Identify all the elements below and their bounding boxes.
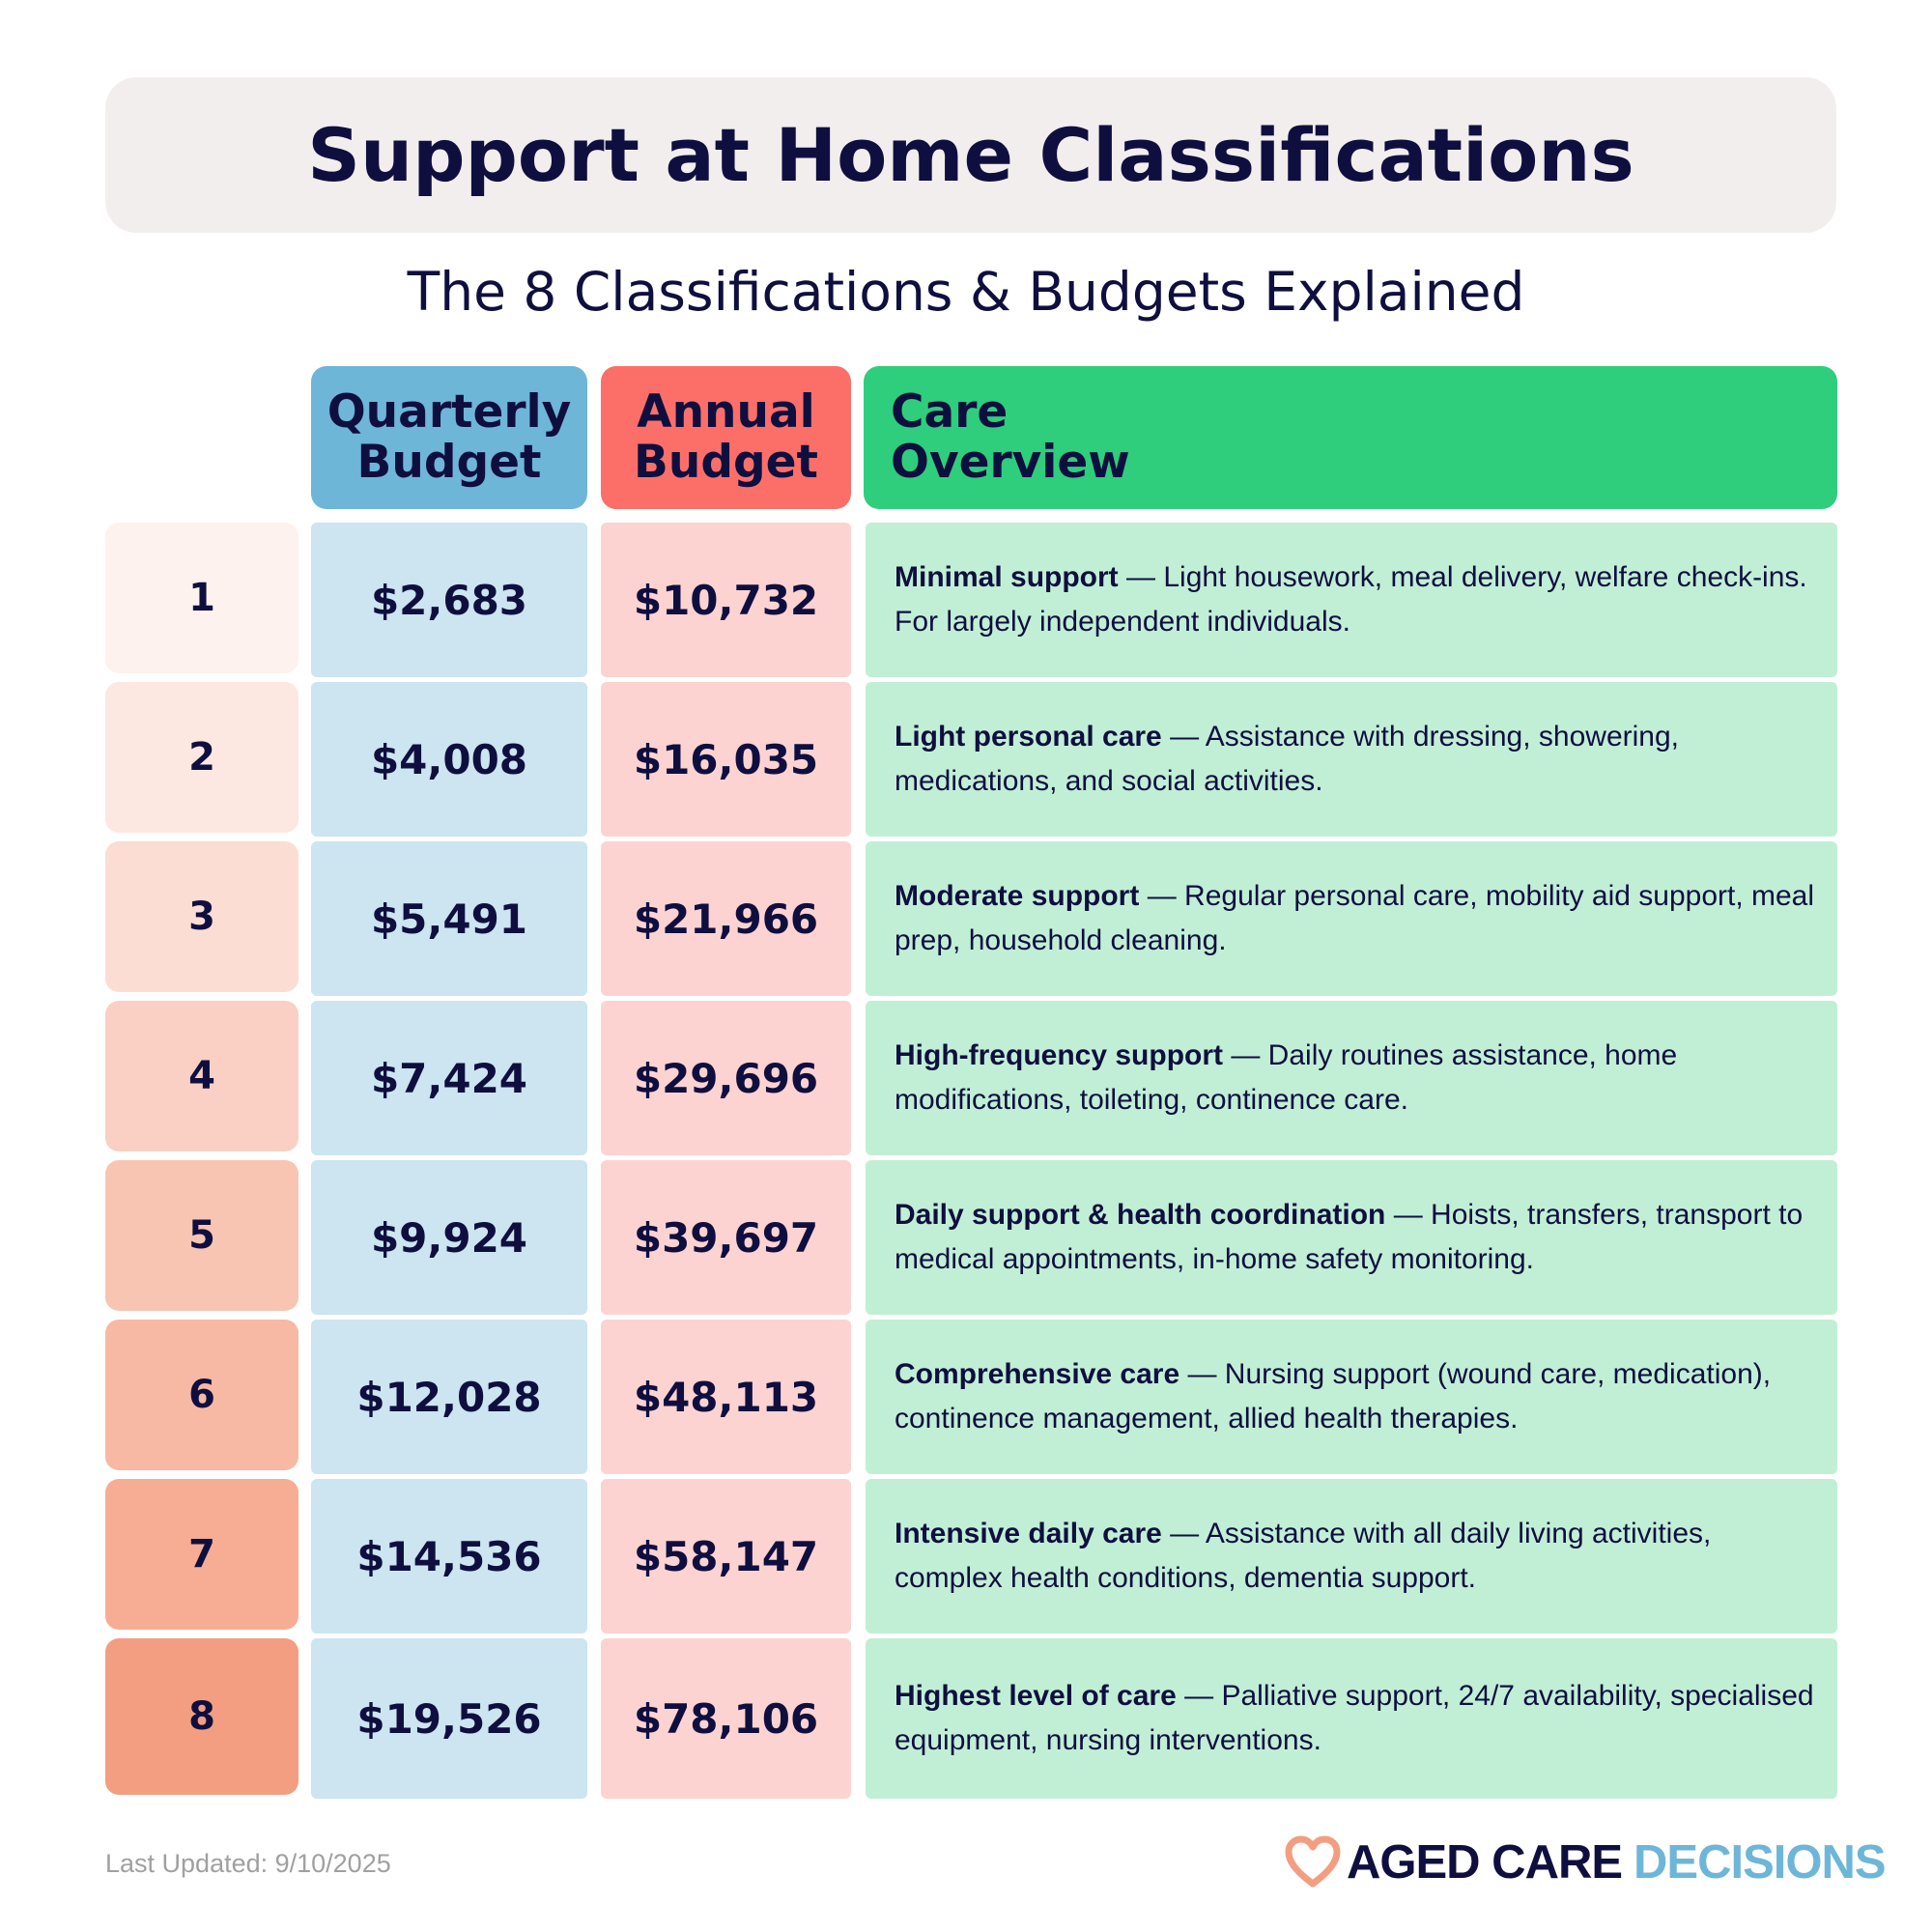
care-overview-description: — Daily routines assistance, home modifications, toileting, continence care. bbox=[895, 1039, 1678, 1116]
care-overview-text bbox=[895, 1193, 1820, 1282]
quarterly-budget-cell: $7,424 bbox=[311, 1001, 587, 1155]
brand-logo bbox=[1285, 1833, 1886, 1891]
care-overview-description: — Hoists, transfers, transport to medical appointments, in-home safety monitoring. bbox=[895, 1199, 1804, 1275]
care-overview-heading: Minimal support bbox=[895, 561, 1119, 593]
quarterly-budget-cell: $5,491 bbox=[311, 841, 587, 996]
level-cell: 2 bbox=[105, 682, 298, 833]
annual-header-line-2: Budget bbox=[634, 436, 818, 489]
level-cell: 4 bbox=[105, 1001, 298, 1151]
care-overview-text bbox=[895, 715, 1820, 804]
quarterly-header-line-2: Budget bbox=[356, 436, 542, 489]
annual-budget-cell: $21,966 bbox=[601, 841, 851, 996]
care-overview-description: — Nursing support (wound care, medication), continence management, allied health therapies. bbox=[895, 1358, 1772, 1435]
care-overview-cell bbox=[866, 1320, 1837, 1474]
annual-header-line-1: Annual bbox=[637, 385, 815, 439]
annual-budget-cell: $48,113 bbox=[601, 1320, 851, 1474]
title-banner bbox=[105, 77, 1836, 233]
care-overview-heading: Highest level of care bbox=[895, 1680, 1177, 1712]
annual-budget-cell: $29,696 bbox=[601, 1001, 851, 1155]
annual-budget-cell: $39,697 bbox=[601, 1160, 851, 1315]
care-overview-cell bbox=[866, 1638, 1837, 1799]
heart-icon bbox=[1285, 1835, 1341, 1889]
quarterly-budget-cell: $9,924 bbox=[311, 1160, 587, 1315]
care-header-line-1: Care bbox=[891, 385, 1009, 439]
care-overview-heading: Intensive daily care bbox=[895, 1518, 1162, 1549]
care-overview-text bbox=[895, 1674, 1820, 1763]
care-overview-cell bbox=[866, 1001, 1837, 1155]
annual-budget-cell: $10,732 bbox=[601, 523, 851, 677]
annual-budget-cell: $58,147 bbox=[601, 1479, 851, 1634]
care-header-line-2: Overview bbox=[891, 436, 1130, 489]
annual-budget-header bbox=[601, 366, 851, 509]
care-overview-text bbox=[895, 555, 1820, 644]
care-overview-text bbox=[895, 1512, 1820, 1601]
level-cell: 8 bbox=[105, 1638, 298, 1795]
level-cell: 6 bbox=[105, 1320, 298, 1470]
annual-budget-cell: $78,106 bbox=[601, 1638, 851, 1799]
level-cell: 3 bbox=[105, 841, 298, 992]
care-overview-description: — Assistance with all daily living activities, complex health conditions, dementia support. bbox=[895, 1518, 1712, 1594]
care-overview-description: — Assistance with dressing, showering, medications, and social activities. bbox=[895, 721, 1679, 797]
logo-word-aged-care: AGED CARE bbox=[1347, 1836, 1623, 1889]
logo-word-decisions: DECISIONS bbox=[1634, 1836, 1886, 1889]
quarterly-budget-cell: $2,683 bbox=[311, 523, 587, 677]
care-overview-text bbox=[895, 1034, 1820, 1122]
care-overview-description: — Regular personal care, mobility aid support, meal prep, household cleaning. bbox=[895, 880, 1815, 956]
level-cell: 5 bbox=[105, 1160, 298, 1311]
care-overview-text bbox=[895, 1352, 1820, 1441]
quarterly-budget-cell: $4,008 bbox=[311, 682, 587, 837]
care-overview-heading: Light personal care bbox=[895, 721, 1162, 753]
care-overview-text bbox=[895, 874, 1820, 963]
quarterly-budget-cell: $12,028 bbox=[311, 1320, 587, 1474]
care-overview-cell bbox=[866, 523, 1837, 677]
last-updated: Last Updated: 9/10/2025 bbox=[105, 1849, 391, 1878]
care-overview-heading: Daily support & health coordination bbox=[895, 1199, 1386, 1231]
page-title: Support at Home Classifications bbox=[307, 112, 1634, 198]
care-overview-cell bbox=[866, 682, 1837, 837]
quarterly-budget-cell: $14,536 bbox=[311, 1479, 587, 1634]
care-overview-cell bbox=[866, 1479, 1837, 1634]
care-overview-description: — Palliative support, 24/7 availability, specialised equipment, nursing interventions. bbox=[895, 1680, 1814, 1756]
page-subtitle: The 8 Classifications & Budgets Explained bbox=[407, 261, 1525, 323]
care-overview-cell bbox=[866, 1160, 1837, 1315]
quarterly-budget-cell: $19,526 bbox=[311, 1638, 587, 1799]
care-overview-heading: High-frequency support bbox=[895, 1039, 1224, 1071]
care-overview-cell bbox=[866, 841, 1837, 996]
care-overview-heading: Comprehensive care bbox=[895, 1358, 1180, 1390]
annual-budget-cell: $16,035 bbox=[601, 682, 851, 837]
quarterly-budget-header bbox=[311, 366, 587, 509]
level-cell: 1 bbox=[105, 523, 298, 673]
care-overview-description: — Light housework, meal delivery, welfare check-ins. For largely independent individuals. bbox=[895, 561, 1807, 638]
quarterly-header-line-1: Quarterly bbox=[327, 385, 572, 439]
care-overview-heading: Moderate support bbox=[895, 880, 1140, 912]
level-cell: 7 bbox=[105, 1479, 298, 1630]
care-overview-header bbox=[864, 366, 1837, 509]
